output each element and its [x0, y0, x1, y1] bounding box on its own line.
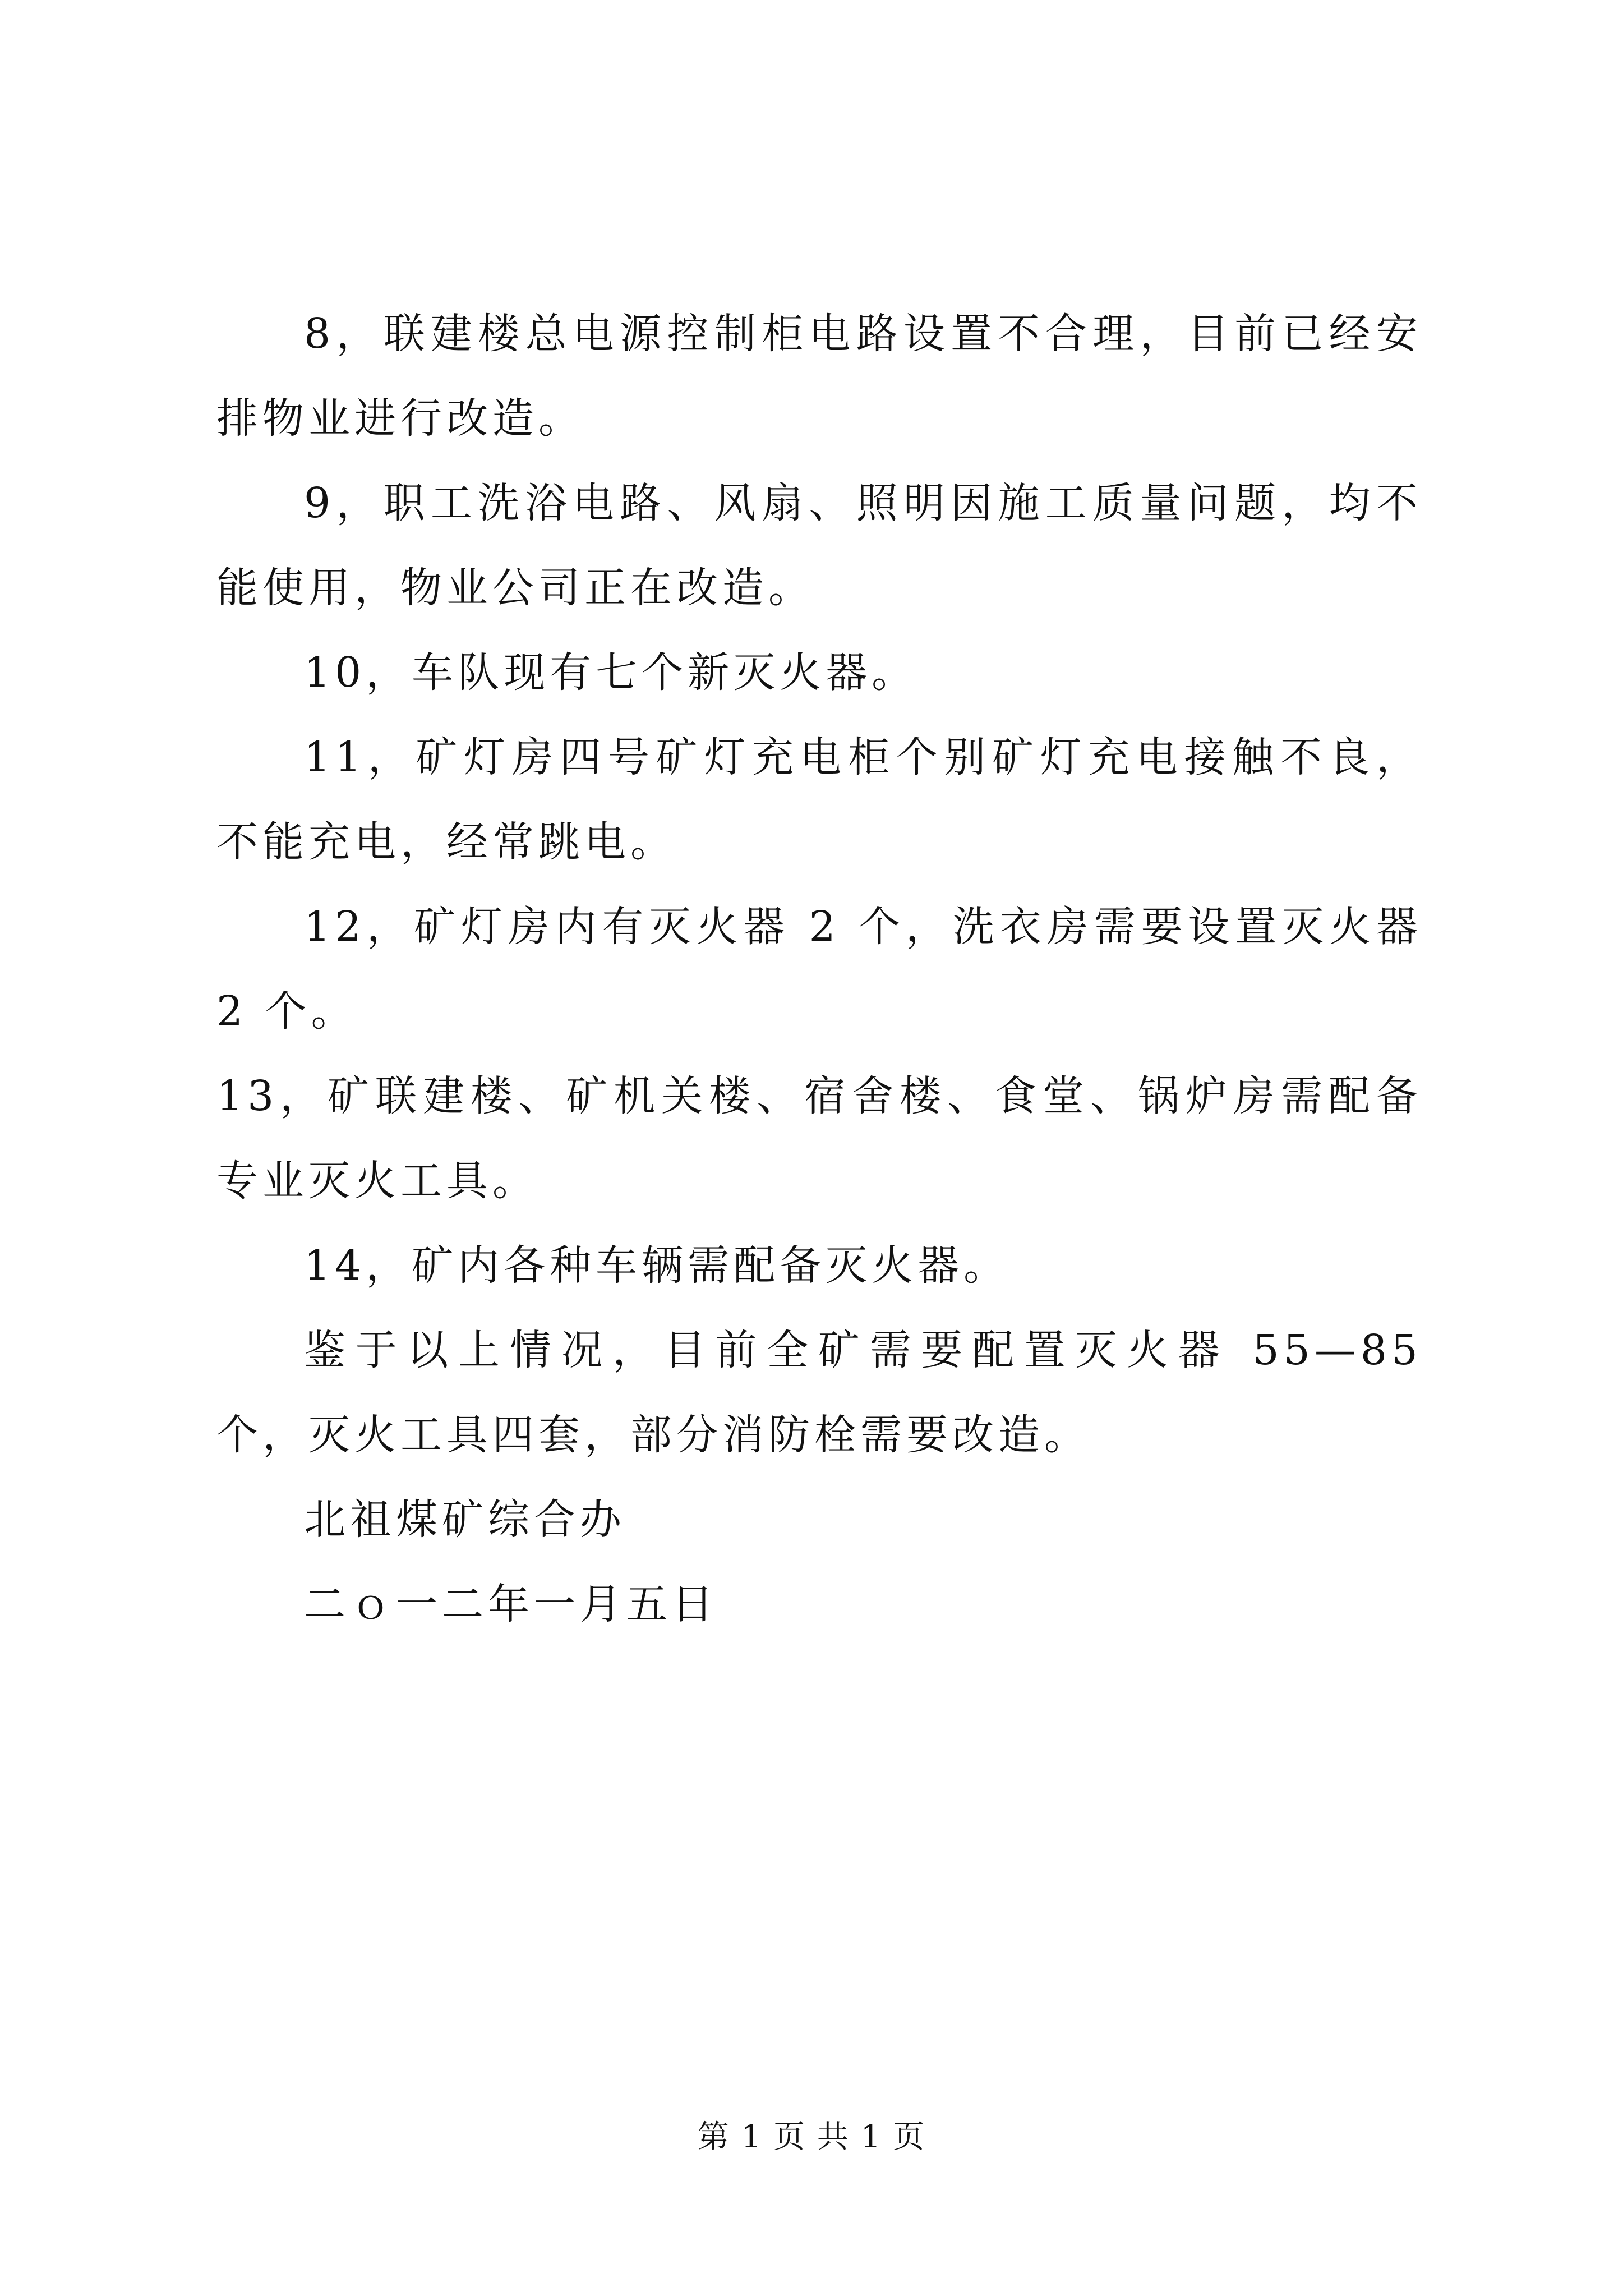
paragraph-item-9: 9，职工洗浴电路、风扇、照明因施工质量问题，均不能使用，物业公司正在改造。 [216, 479, 1422, 612]
paragraph-item-10: 10，车队现有七个新灭火器。 [304, 648, 918, 697]
paragraph-item-12: 12，矿灯房内有灭火器 2 个，洗衣房需要设置灭火器 2 个。 [216, 903, 1422, 1036]
signature-date: 二ｏ一二年一月五日 [304, 1580, 718, 1628]
paragraph-item-14: 14，矿内各种车辆需配备灭火器。 [304, 1241, 1010, 1290]
paragraph-item-11: 11，矿灯房四号矿灯充电柜个别矿灯充电接触不良，不能充电，经常跳电。 [216, 733, 1422, 866]
page-footer [0, 2115, 1623, 2160]
document-body [216, 292, 1422, 1647]
paragraph-item-13: 13，矿联建楼、矿机关楼、宿舍楼、食堂、锅炉房需配备专业灭火工具。 [216, 1072, 1422, 1205]
signature-office: 北祖煤矿综合办 [304, 1496, 626, 1544]
paragraph-item-8: 8，联建楼总电源控制柜电路设置不合理，目前已经安排物业进行改造。 [216, 310, 1422, 443]
page-number-label: 第 1 页 共 1 页 [697, 2119, 926, 2155]
summary-paragraph: 鉴于以上情况，目前全矿需要配置灭火器 55—85 个，灭火工具四套，部分消防栓需要改造。 [216, 1326, 1422, 1459]
